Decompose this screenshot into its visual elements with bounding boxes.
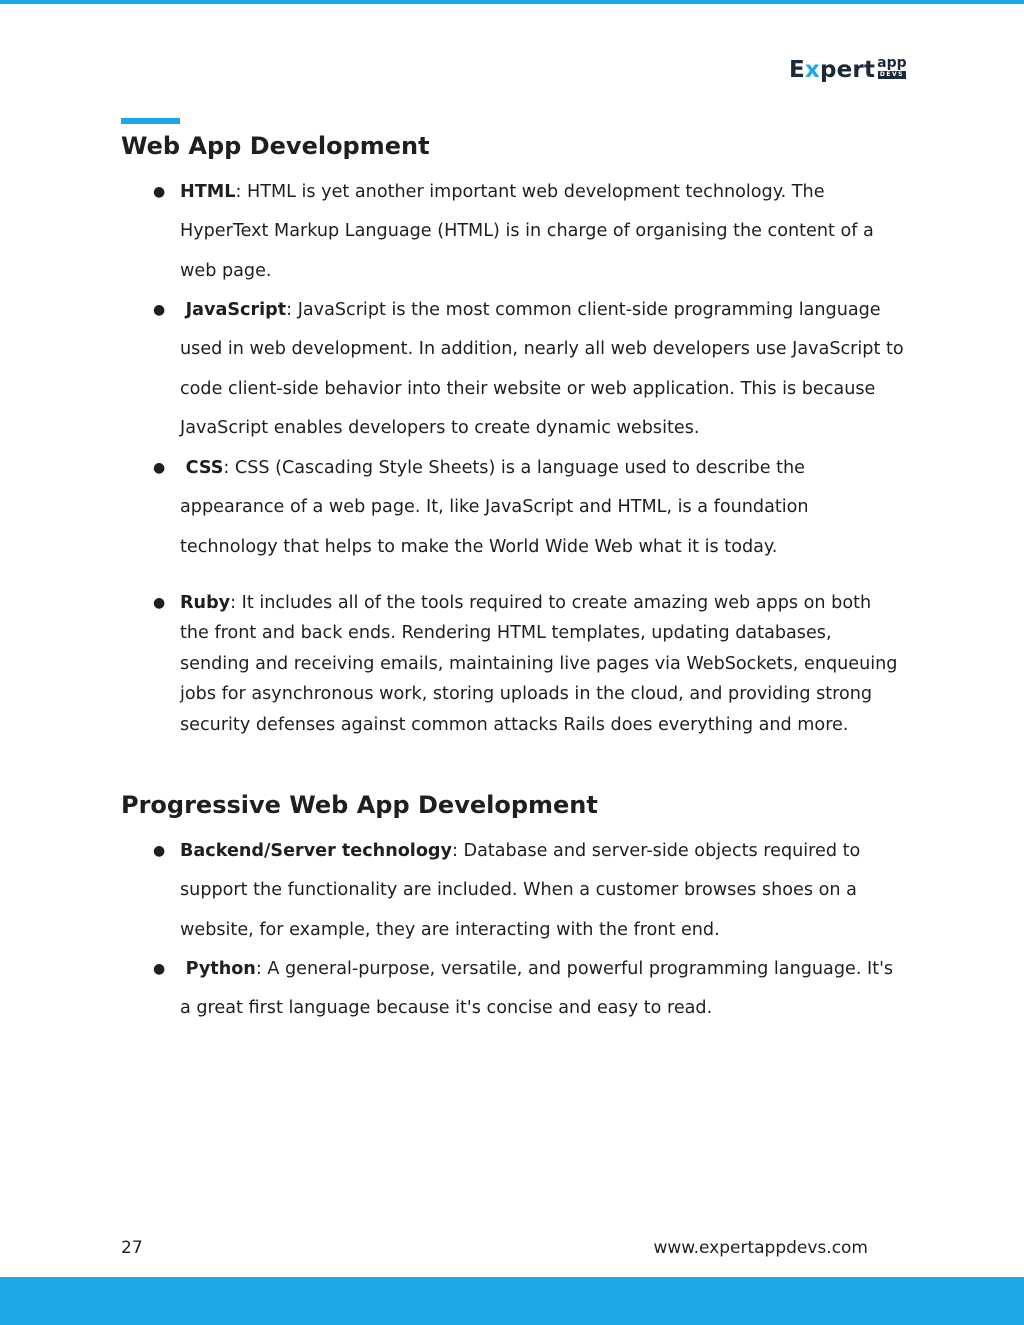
- logo-wordmark: Expert: [789, 57, 876, 83]
- expertappdevs-logo: [789, 56, 907, 84]
- bottom-accent-band: [0, 1277, 1024, 1325]
- list-item-html: [153, 173, 905, 291]
- section-heading-web-app: Web App Development: [121, 132, 430, 160]
- list-item-css: [153, 449, 905, 567]
- item-text: : It includes all of the tools required to create amazing web apps on both the front and back ends. Rendering HTML templates, updating databases, sending and receiving emails, maintaining live pages via WebSockets, enqueuing jobs for asynchronous work, storing uploads in the cloud, and providing strong security defenses against common attacks Rails does everything and more.: [180, 593, 898, 735]
- bullet-icon: ●: [153, 460, 166, 476]
- heading-accent-bar: [121, 118, 180, 124]
- list-item-python: [153, 950, 905, 1029]
- top-accent-rule: [0, 0, 1024, 4]
- logo-superscript: app DEVS: [877, 55, 907, 78]
- footer-url: www.expertappdevs.com: [653, 1238, 868, 1258]
- item-term: Python: [185, 959, 256, 979]
- list-item-backend: [153, 832, 905, 950]
- item-text: : A general-purpose, versatile, and powerful programming language. It's a great first language because it's concise and easy to read.: [180, 959, 894, 1019]
- list-item-ruby: [153, 588, 905, 740]
- page-number: 27: [121, 1238, 143, 1258]
- bullet-icon: ●: [153, 595, 166, 611]
- bullet-icon: ●: [153, 302, 166, 318]
- item-term: Ruby: [180, 593, 231, 613]
- item-term: Backend/Server technology: [180, 841, 452, 861]
- list-item-javascript: [153, 291, 905, 448]
- bullet-icon: ●: [153, 843, 166, 859]
- item-term: JavaScript: [185, 300, 287, 320]
- bullet-icon: ●: [153, 961, 166, 977]
- item-term: HTML: [180, 182, 236, 202]
- item-term: CSS: [185, 458, 224, 478]
- item-text: : HTML is yet another important web development technology. The HyperText Markup Language (HTML) is in charge of organising the content of a web page.: [180, 182, 874, 281]
- item-text: : JavaScript is the most common client-side programming language used in web development. In addition, nearly all web developers use JavaScript to code client-side behavior into their website or web application. This is because JavaScript enables developers to create dynamic websites.: [180, 300, 904, 438]
- bullet-icon: ●: [153, 184, 166, 200]
- section-heading-pwa: Progressive Web App Development: [121, 791, 598, 819]
- item-text: : Database and server-side objects required to support the functionality are included. When a customer browses shoes on a website, for example, they are interacting with the front end.: [180, 841, 861, 940]
- item-text: : CSS (Cascading Style Sheets) is a language used to describe the appearance of a web page. It, like JavaScript and HTML, is a foundation technology that helps to make the World Wide Web what it is today.: [180, 458, 809, 557]
